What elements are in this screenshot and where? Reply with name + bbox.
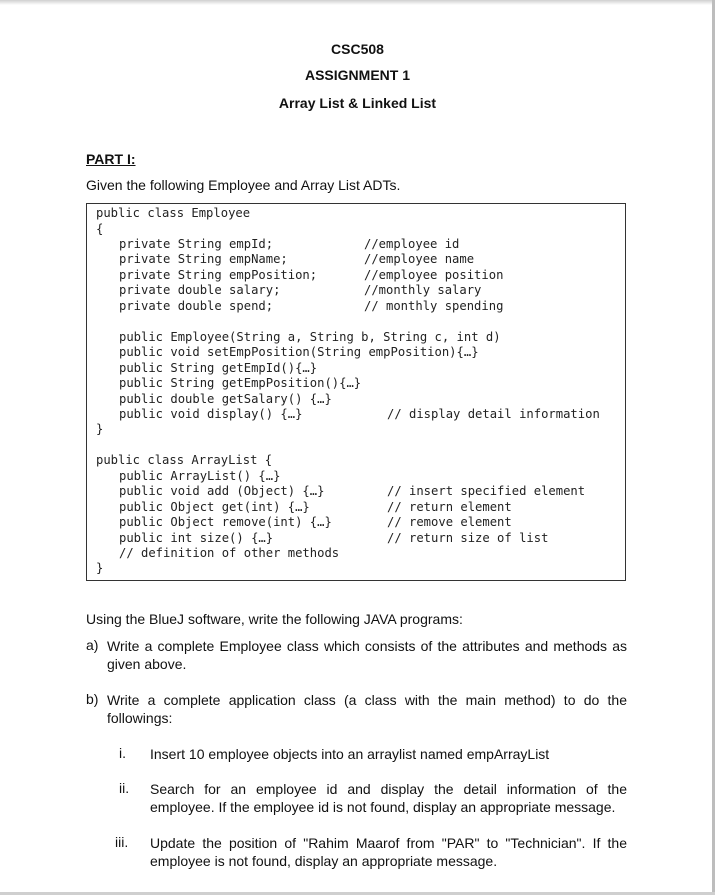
subtask-label: iii.: [115, 834, 129, 850]
arraylist-method-line: public Object remove(int) {…}: [119, 515, 332, 529]
field-line: private String empId;: [119, 237, 274, 251]
method-line: public String getEmpPosition(){…}: [119, 376, 362, 390]
method-line: public String getEmpId(){…}: [119, 361, 318, 375]
field-line: private String empName;: [119, 252, 288, 266]
arraylist-method-comment: // return element: [387, 500, 512, 514]
arraylist-class-declaration: public class ArrayList {: [96, 453, 273, 467]
field-comment: //monthly salary: [364, 283, 482, 297]
arraylist-method-line: public ArrayList() {…}: [119, 469, 281, 483]
task-a-label: a): [86, 637, 99, 653]
arraylist-method-line: public int size() {…}: [119, 531, 274, 545]
method-line: public double getSalary() {…}: [119, 392, 332, 406]
assignment-title: ASSIGNMENT 1: [304, 67, 410, 83]
field-line: private double spend;: [119, 299, 274, 313]
field-line: private String empPosition;: [119, 268, 318, 282]
arraylist-method-comment: // remove element: [387, 515, 512, 529]
subtask-label: ii.: [119, 780, 130, 796]
subtask-text-line1: Insert 10 employee objects into an arraylist named empArrayList: [150, 746, 550, 762]
field-comment: //employee id: [364, 237, 460, 251]
subtask-text-line2: employee is not found, display an appropriate message.: [150, 853, 498, 869]
part-title: PART I:: [86, 151, 136, 167]
arraylist-method-line: public void add (Object) {…}: [119, 484, 325, 498]
task-b-text-line1: Write a complete application class (a class with the main method) to do the: [107, 692, 627, 708]
arraylist-method-comment: // insert specified element: [387, 484, 586, 498]
page-top-edge: [0, 0, 715, 5]
method-line: public Employee(String a, String b, String c, int d): [119, 330, 501, 344]
close-brace: }: [96, 422, 104, 436]
task-b-text-line2: followings:: [107, 710, 173, 726]
field-comment: // monthly spending: [364, 299, 504, 313]
code-listing: [86, 203, 626, 581]
employee-class-declaration: public class Employee: [96, 206, 251, 220]
intro-text: Given the following Employee and Array List ADTs.: [86, 177, 401, 193]
subtask-text-line1: Search for an employee id and display the detail information of the: [150, 781, 627, 797]
field-comment: //employee name: [364, 252, 475, 266]
method-comment: // display detail information: [387, 407, 600, 421]
field-comment: //employee position: [364, 268, 504, 282]
arraylist-comment-line: // definition of other methods: [119, 546, 340, 560]
subtask-label: i.: [119, 745, 126, 761]
instructions-text: Using the BlueJ software, write the following JAVA programs:: [86, 611, 463, 627]
subtask-text-line1: Update the position of "Rahim Maarof from "PAR" to "Technician". If the: [150, 835, 627, 851]
assignment-topic: Array List & Linked List: [278, 95, 437, 111]
arraylist-method-line: public Object get(int) {…}: [119, 500, 310, 514]
close-brace: }: [96, 561, 104, 575]
method-line: public void display() {…}: [119, 407, 303, 421]
arraylist-method-comment: // return size of list: [387, 531, 549, 545]
task-a-text-line2: given above.: [107, 656, 187, 672]
field-line: private double salary;: [119, 283, 281, 297]
subtask-text-line2: employee. If the employee id is not found, display an appropriate message.: [150, 799, 616, 815]
open-brace: {: [96, 222, 104, 236]
task-a-text-line1: Write a complete Employee class which consists of the attributes and methods as: [107, 638, 627, 654]
course-code: CSC508: [331, 41, 384, 57]
method-line: public void setEmpPosition(String empPosition){…}: [119, 345, 479, 359]
task-b-label: b): [86, 691, 99, 707]
